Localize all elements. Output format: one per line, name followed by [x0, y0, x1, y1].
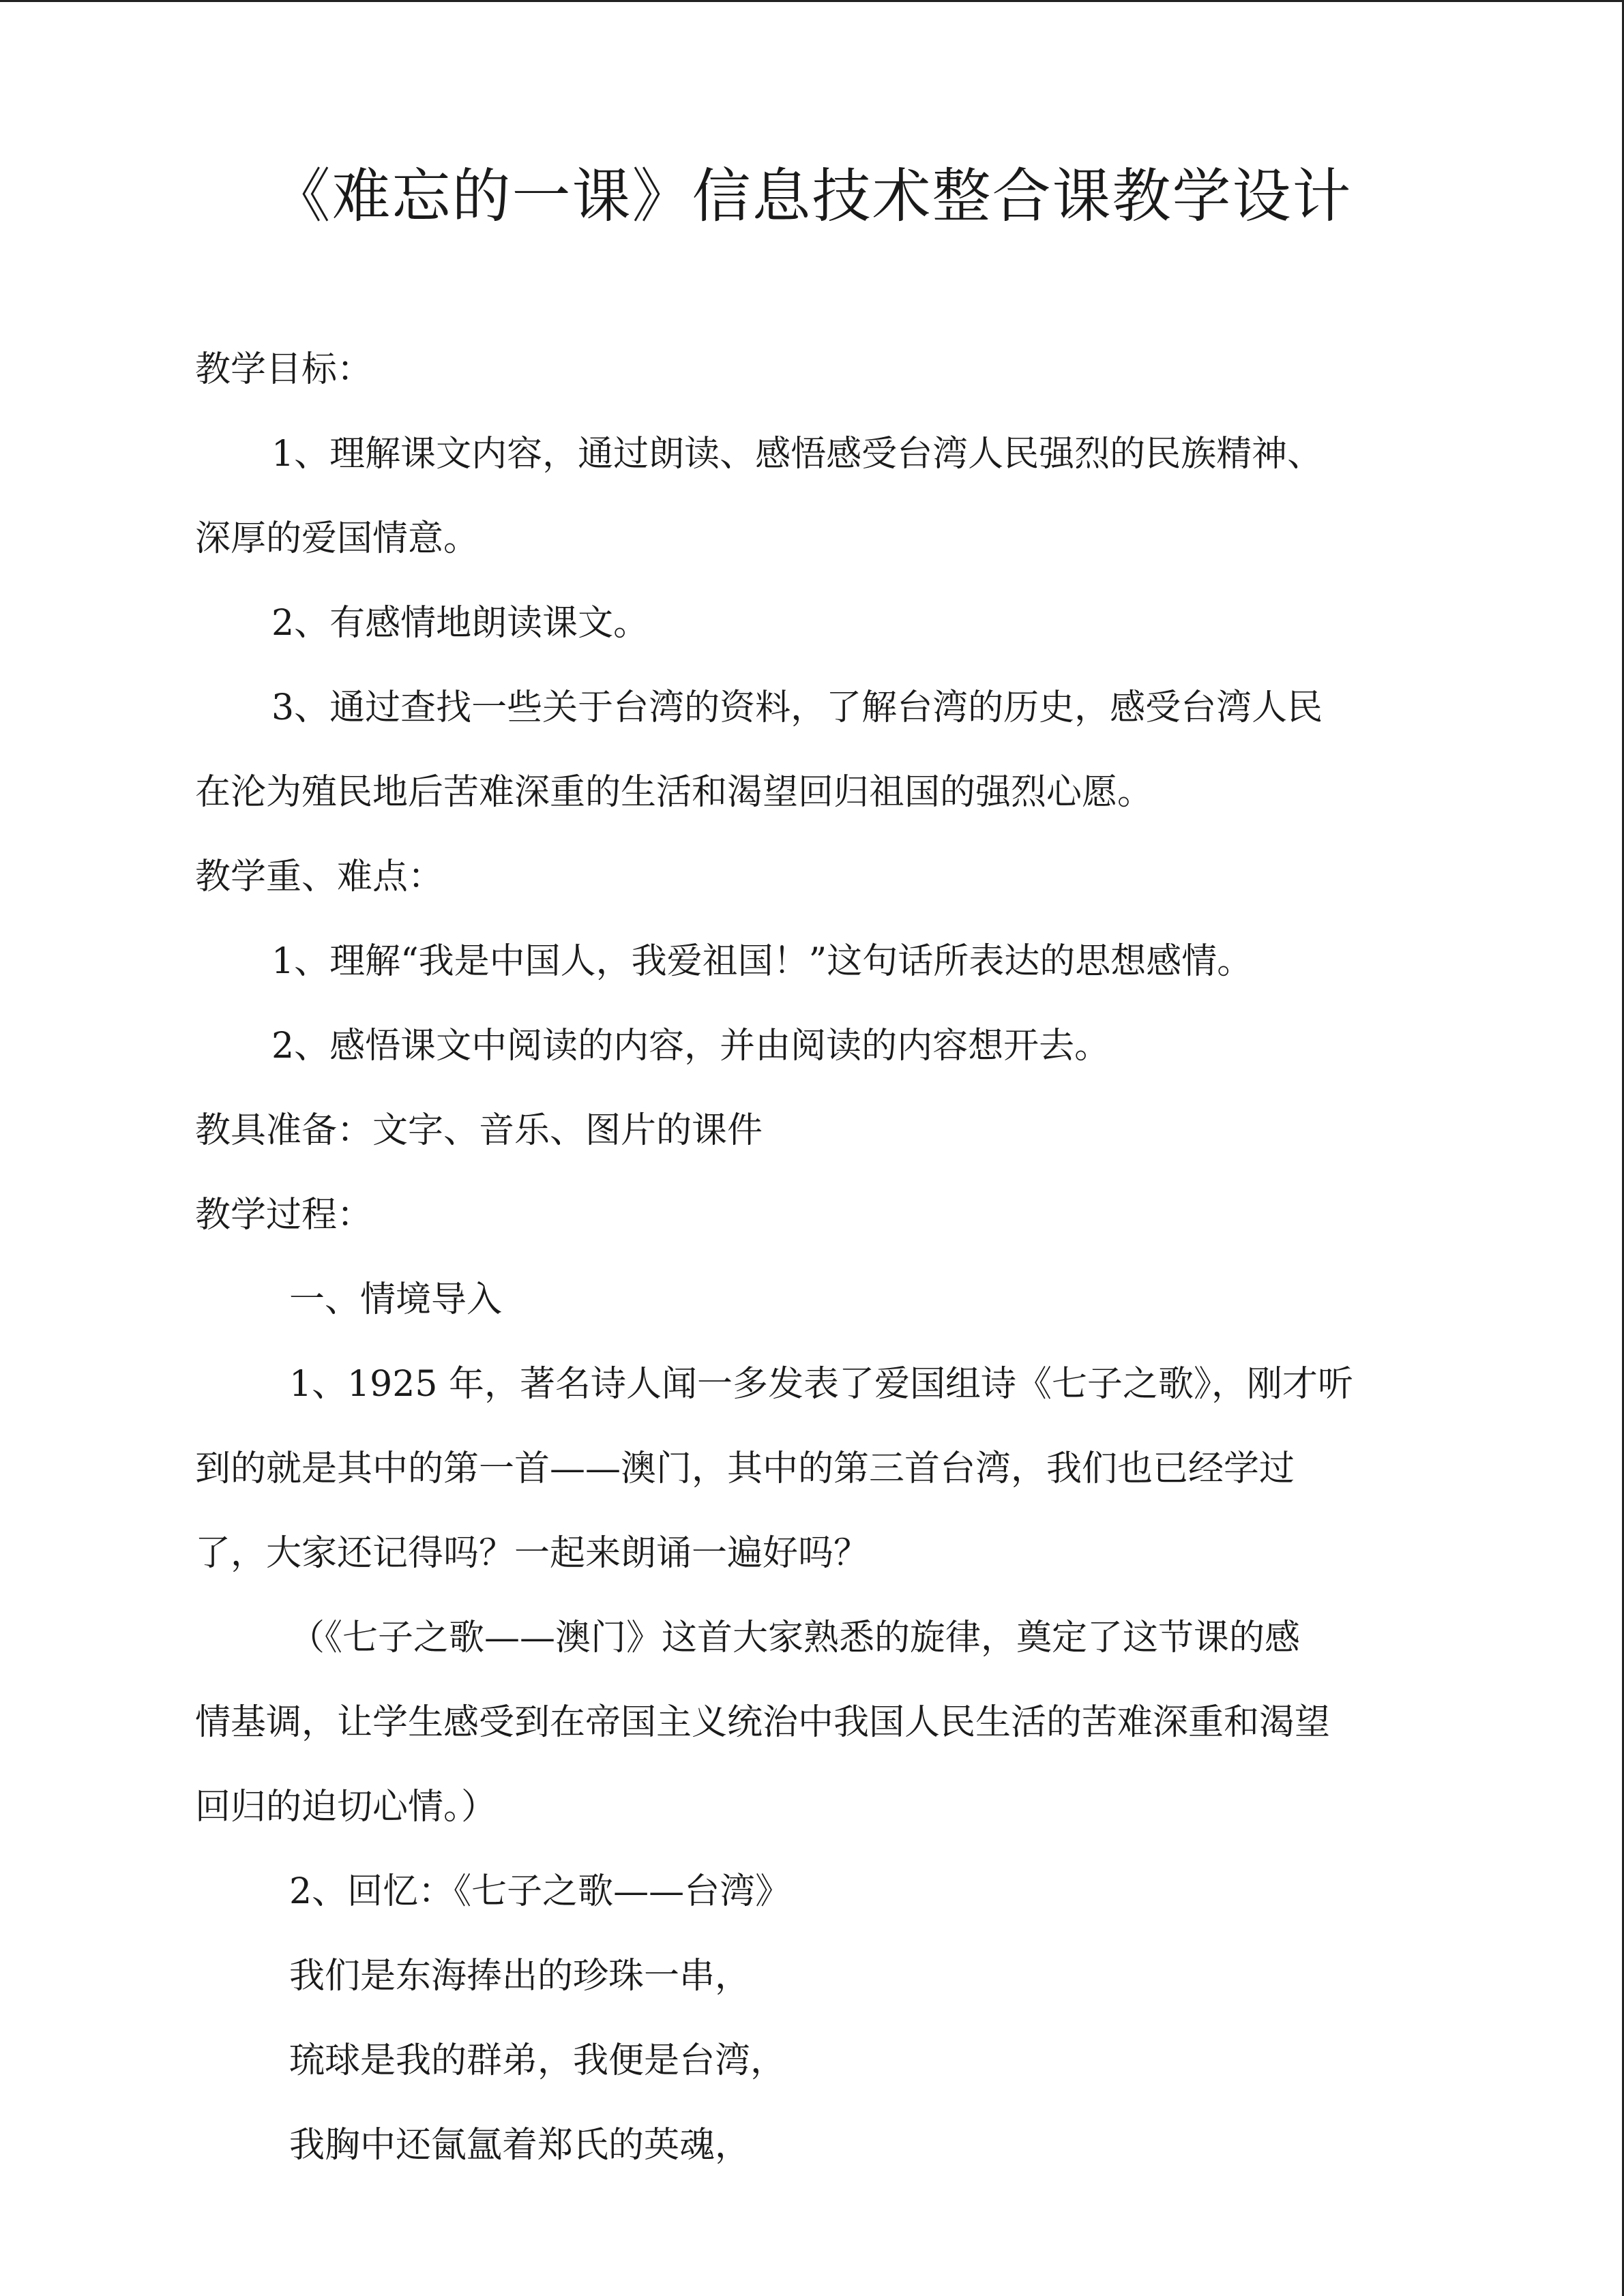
poem-line: 我胸中还氤氲着郑氏的英魂， — [289, 2125, 751, 2166]
paragraph-line: 深厚的爱国情意。 — [195, 518, 479, 559]
paragraph-line: 了，大家还记得吗？一起来朗诵一遍好吗？ — [195, 1533, 870, 1574]
paragraph-line: 1、理解“我是中国人，我爱祖国！”这句话所表达的思想感情。 — [271, 941, 1253, 982]
paragraph-line: 回归的迫切心情。） — [195, 1787, 497, 1828]
paragraph-line: 情基调，让学生感受到在帝国主义统治中我国人民生活的苦难深重和渴望 — [195, 1702, 1331, 1743]
paragraph-line: 1、理解课文内容，通过朗读、感悟感受台湾人民强烈的民族精神、 — [271, 434, 1323, 475]
poem-line: 我们是东海捧出的珍珠一串， — [289, 1956, 751, 1997]
poem-line: 琉球是我的群弟，我便是台湾， — [289, 2040, 786, 2081]
paragraph-line: 在沦为殖民地后苦难深重的生活和渴望回归祖国的强烈心愿。 — [195, 772, 1153, 813]
subsection-heading: 一、情境导入 — [289, 1279, 503, 1320]
paragraph-line: 到的就是其中的第一首——澳门，其中的第三首台湾，我们也已经学过 — [195, 1448, 1295, 1489]
paragraph-line: 2、感悟课文中阅读的内容，并由阅读的内容想开去。 — [271, 1026, 1110, 1067]
paragraph-line: 2、回忆：《七子之歌——台湾》 — [289, 1871, 791, 1912]
paragraph-line: 2、有感情地朗读课文。 — [271, 603, 649, 644]
section-heading-key-points: 教学重、难点： — [195, 856, 444, 897]
section-heading-objectives: 教学目标： — [195, 349, 373, 390]
section-heading-materials: 教具准备：文字、音乐、图片的课件 — [195, 1110, 763, 1151]
paragraph-line: 1、1925 年，著名诗人闻一多发表了爱国组诗《七子之歌》，刚才听 — [289, 1364, 1353, 1405]
section-heading-process: 教学过程： — [195, 1195, 373, 1236]
paragraph-line: 3、通过查找一些关于台湾的资料，了解台湾的历史，感受台湾人民 — [271, 687, 1323, 728]
paragraph-line: （《七子之歌——澳门》这首大家熟悉的旋律，奠定了这节课的感 — [289, 1617, 1301, 1658]
document-title: 《难忘的一课》信息技术整合课教学设计 — [271, 162, 1353, 230]
